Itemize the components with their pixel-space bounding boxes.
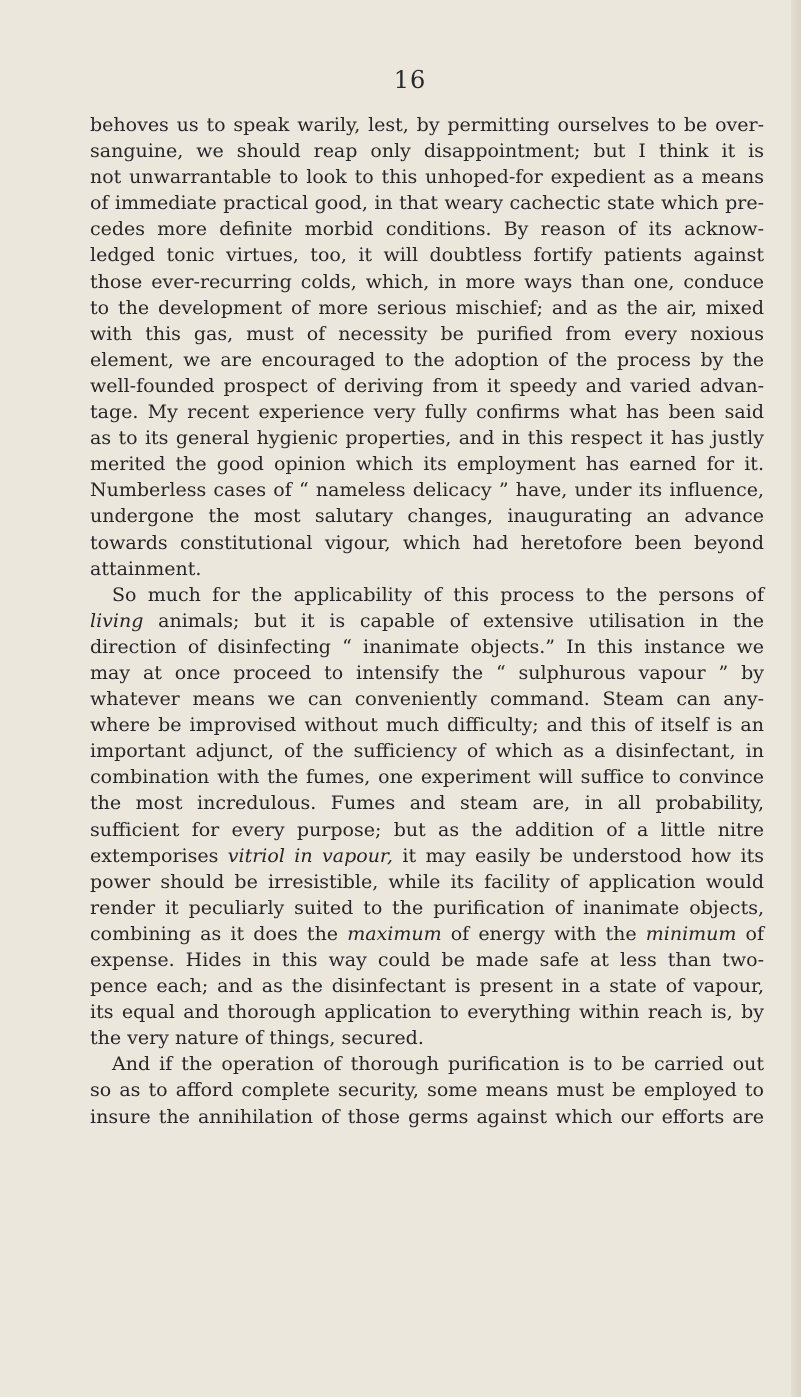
italic-text: maximum xyxy=(347,922,442,945)
text-line xyxy=(90,112,764,138)
text-run: pence each; and as the disinfectant is present in a state of vapour, xyxy=(90,975,764,998)
text-run: cedes more definite morbid conditions. By reason of its acknow- xyxy=(90,218,764,241)
text-run: to the development of more serious mischief; and as the air, mixed xyxy=(90,296,764,319)
text-run: combining as it does the xyxy=(90,922,348,945)
page-number: 16 xyxy=(393,66,427,94)
text-run: sufficient for every purpose; but as the addition of a little nitre xyxy=(90,818,764,841)
text-line xyxy=(90,843,764,869)
text-line xyxy=(90,973,764,999)
text-run: its equal and thorough application to everything within reach is, by xyxy=(90,1001,764,1024)
text-run: And if the operation of thorough purification is to be carried out xyxy=(112,1053,764,1076)
text-run: attainment. xyxy=(90,557,202,580)
text-run: with this gas, must of necessity be purified from every noxious xyxy=(90,322,764,345)
text-line xyxy=(90,790,764,816)
text-run: insure the annihilation of those germs against which our efforts are xyxy=(90,1105,764,1128)
text-run: well-founded prospect of deriving from it speedy and varied advan- xyxy=(90,374,764,397)
text-run: the most incredulous. Fumes and steam are, in all probability, xyxy=(90,792,764,815)
text-line xyxy=(90,1025,764,1051)
italic-text: living xyxy=(90,609,144,632)
text-line xyxy=(90,712,764,738)
text-run: element, we are encouraged to the adoption of the process by the xyxy=(90,348,764,371)
text-line xyxy=(90,686,764,712)
italic-text: vitriol in vapour, xyxy=(227,844,393,867)
text-line xyxy=(90,634,764,660)
text-line xyxy=(90,1051,764,1077)
text-line xyxy=(90,530,764,556)
text-line xyxy=(90,269,764,295)
text-run: Numberless cases of “ nameless delicacy ” have, under its influence, xyxy=(90,479,764,502)
text-run: the very nature of things, secured. xyxy=(90,1027,424,1050)
text-run: as to its general hygienic properties, and in this respect it has justly xyxy=(90,427,764,450)
text-run: combination with the fumes, one experiment will suffice to convince xyxy=(90,766,764,789)
text-run: So much for the applicability of this process to the persons of xyxy=(112,583,764,606)
text-run: undergone the most salutary changes, inaugurating an advance xyxy=(90,505,764,528)
text-run: power should be irresistible, while its facility of application would xyxy=(90,870,764,893)
text-run: direction of disinfecting “ inanimate objects.” In this instance we xyxy=(90,635,764,658)
text-line xyxy=(90,347,764,373)
text-line xyxy=(90,164,764,190)
text-line xyxy=(90,425,764,451)
text-line xyxy=(90,451,764,477)
text-run: may at once proceed to intensify the “ sulphurous vapour ” by xyxy=(90,661,764,684)
text-line xyxy=(90,242,764,268)
text-run: tage. My recent experience very fully confirms what has been said xyxy=(90,401,764,424)
text-line xyxy=(90,138,764,164)
text-line xyxy=(90,373,764,399)
text-line xyxy=(90,660,764,686)
text-run: of xyxy=(736,922,765,945)
text-run: extemporises xyxy=(90,844,228,867)
text-line xyxy=(90,582,764,608)
text-run: animals; but it is capable of extensive utilisation in the xyxy=(143,609,764,632)
text-run: ledged tonic virtues, too, it will doubtless fortify patients against xyxy=(90,244,764,267)
text-line xyxy=(90,190,764,216)
text-run: those ever-recurring colds, which, in more ways than one, conduce xyxy=(90,270,764,293)
text-line xyxy=(90,1077,764,1103)
text-run: it may easily be understood how its xyxy=(392,844,765,867)
text-run: important adjunct, of the sufficiency of which as a disinfectant, in xyxy=(90,740,764,763)
text-line xyxy=(90,295,764,321)
italic-text: minimum xyxy=(645,922,737,945)
text-line xyxy=(90,947,764,973)
text-line xyxy=(90,1104,764,1130)
text-line xyxy=(90,895,764,921)
text-line xyxy=(90,477,764,503)
text-run: of immediate practical good, in that weary cachectic state which pre- xyxy=(90,192,764,215)
text-line xyxy=(90,738,764,764)
text-run: whatever means we can conveniently command. Steam can any- xyxy=(90,688,764,711)
text-line xyxy=(90,921,764,947)
text-line xyxy=(90,503,764,529)
text-run: expense. Hides in this way could be made safe at less than two- xyxy=(90,949,764,971)
text-line xyxy=(90,817,764,843)
body-text xyxy=(90,112,764,1130)
text-line xyxy=(90,608,764,634)
text-line xyxy=(90,556,764,582)
text-run: towards constitutional vigour, which had heretofore been beyond xyxy=(90,531,764,554)
text-line xyxy=(90,216,764,242)
text-line xyxy=(90,399,764,425)
text-run: of energy with the xyxy=(441,922,646,945)
text-run: behoves us to speak warily, lest, by permitting ourselves to be over- xyxy=(90,114,764,136)
text-run: render it peculiarly suited to the purification of inanimate objects, xyxy=(90,896,764,919)
page-edge-shadow xyxy=(791,0,801,1397)
text-line xyxy=(90,321,764,347)
text-line xyxy=(90,764,764,790)
text-run: so as to afford complete security, some means must be employed to xyxy=(90,1079,764,1102)
text-run: sanguine, we should reap only disappointment; but I think it is xyxy=(90,140,764,163)
text-line xyxy=(90,869,764,895)
text-line xyxy=(90,999,764,1025)
text-run: not unwarrantable to look to this unhoped-for expedient as a means xyxy=(90,166,764,189)
text-run: merited the good opinion which its employment has earned for it. xyxy=(90,453,764,476)
text-run: where be improvised without much difficulty; and this of itself is an xyxy=(90,714,764,737)
